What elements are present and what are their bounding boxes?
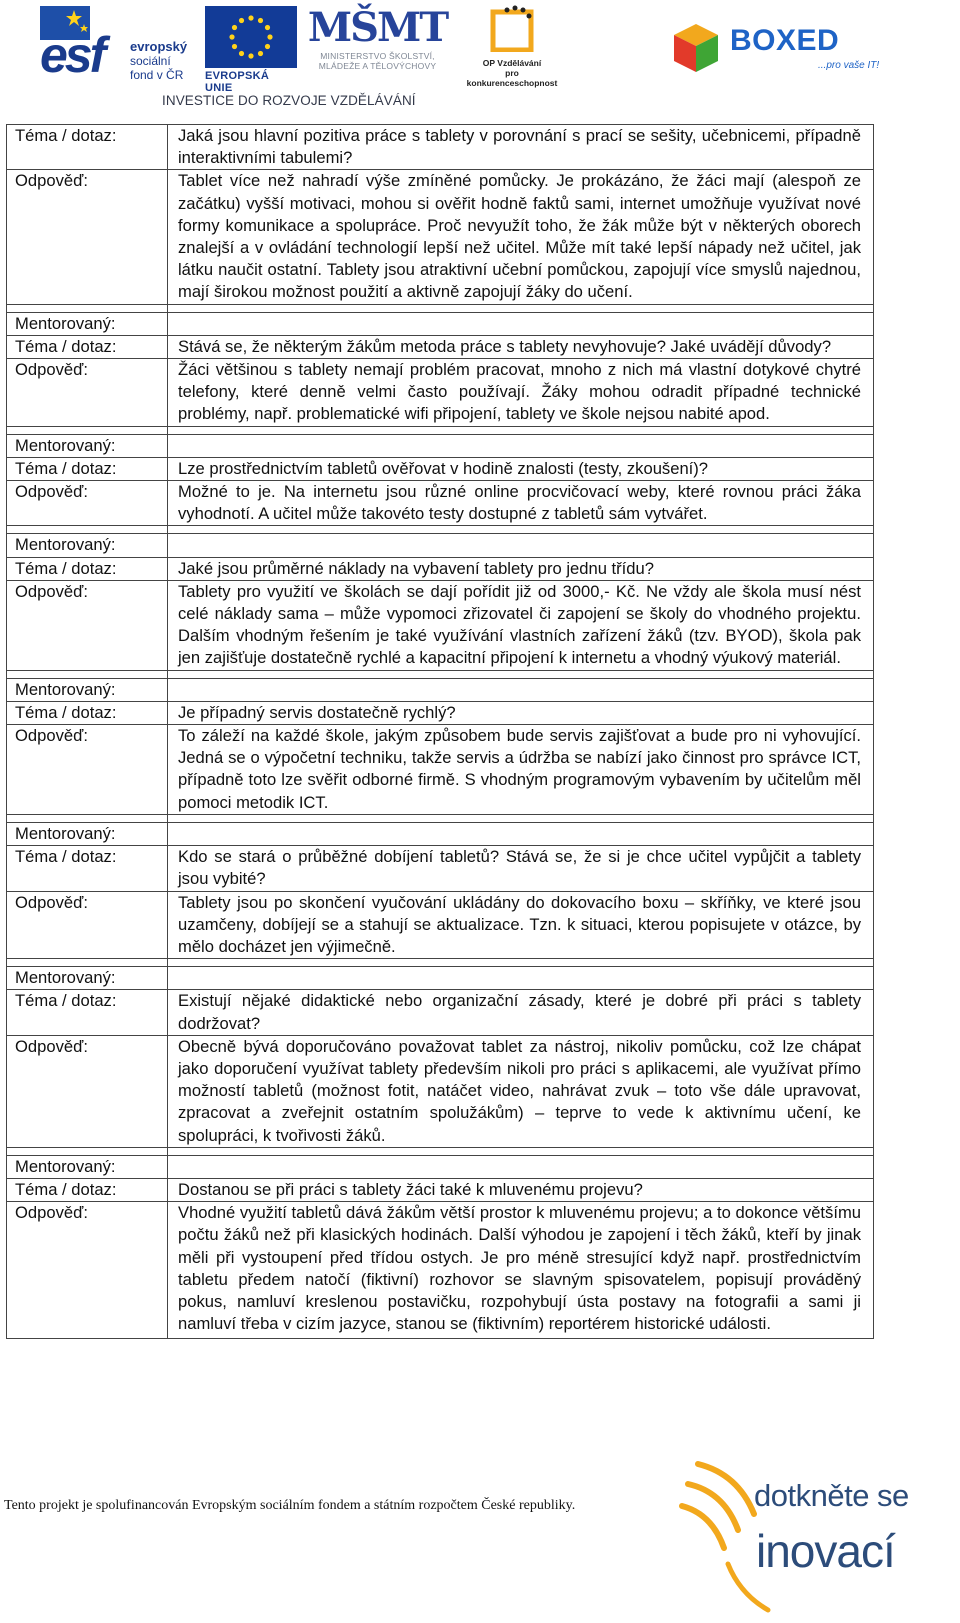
separator-cell: [7, 426, 168, 434]
separator-cell: [168, 1147, 874, 1155]
answer-text: Vhodné využití tabletů dává žákům větší prostor k mluvenému projevu; a to dokonce většímu počtu žáků než při klasických hodinách. Další výhodou je zapojení i těch žáků, kteří by jinak měli při vystoupení před třídou ostych. Je pro méně stresující když např. prostřednictvím tabletu předem natočí (fiktivní) rozhovor se slavným spisovatelem, popisují prováděný pokus, namluví kreslenou postavičku, rozpohybují ústa postavy na fotografii a sami ji namluví třeba v cizím jazyce, stanou se (fiktivním) reportérem historické události.: [168, 1202, 874, 1339]
eu-flag-icon: [205, 6, 297, 68]
dotknete-line-1: dotkněte se: [754, 1478, 909, 1513]
separator-row: [7, 526, 874, 534]
mentor-row: [7, 312, 874, 335]
separator-cell: [7, 670, 168, 678]
mentor-label: Mentorovaný:: [7, 678, 168, 701]
mentor-value: [168, 678, 874, 701]
mentor-row: [7, 534, 874, 557]
mentor-label: Mentorovaný:: [7, 534, 168, 557]
msmt-logo: [300, 4, 455, 84]
boxed-name: BOXED: [730, 24, 840, 57]
answer-text: Tablety pro využití ve školách se dají pořídit již od 3000,- Kč. Ne vždy ale škola musí nést celé náklady sama – může vypomoci zřizovatel či zapojení se školy do vhodného projektu. Dalším vhodným řešením je také využívání vlastních zařízení žáků (tzv. BYOD), škola pak jen zajišťuje dostatečně rychlé a kapacitní připojení k internetu a vhodný výukový materiál.: [168, 580, 874, 670]
mentor-label: Mentorovaný:: [7, 312, 168, 335]
separator-cell: [7, 304, 168, 312]
esf-line-1: evropský: [130, 39, 188, 54]
topic-row: [7, 125, 874, 170]
topic-row: [7, 1178, 874, 1201]
answer-row: [7, 1035, 874, 1147]
separator-row: [7, 426, 874, 434]
mentor-value: [168, 312, 874, 335]
esf-mark: esf: [40, 27, 104, 83]
mentor-value: [168, 434, 874, 457]
mentor-value: [168, 967, 874, 990]
mentor-label: Mentorovaný:: [7, 434, 168, 457]
topic-row: [7, 990, 874, 1035]
eu-label: EVROPSKÁ UNIE: [205, 70, 270, 94]
topic-label: Téma / dotaz:: [7, 701, 168, 724]
separator-row: [7, 1147, 874, 1155]
answer-label: Odpověď:: [7, 359, 168, 427]
separator-cell: [168, 814, 874, 822]
esf-logo: [40, 6, 190, 86]
answer-row: [7, 1202, 874, 1339]
answer-text: Tablety jsou po skončení vyučování ukládány do dokovacího boxu – skříňky, ve které jsou uzamčeny, dobíjejí se a stahují se aktualizace. Tzn. k situaci, kterou popisujete v otázce, by mělo docházet jen výjimečně.: [168, 891, 874, 959]
msmt-mark: MŠMT: [307, 4, 448, 51]
topic-question: Jaké jsou průměrné náklady na vybavení tablety pro jednu třídu?: [168, 557, 874, 580]
topic-question: Stává se, že některým žákům metoda práce s tablety nevyhovuje? Jaké uvádějí důvody?: [168, 335, 874, 358]
mentor-label: Mentorovaný:: [7, 1155, 168, 1178]
boxed-logo: [668, 20, 883, 80]
answer-label: Odpověď:: [7, 891, 168, 959]
separator-cell: [7, 1147, 168, 1155]
qa-table: [6, 124, 874, 1339]
mentor-value: [168, 534, 874, 557]
dotknete-se-inovaci-logo: [668, 1440, 930, 1618]
separator-row: [7, 814, 874, 822]
answer-row: [7, 481, 874, 526]
separator-cell: [168, 670, 874, 678]
topic-question: Je případný servis dostatečně rychlý?: [168, 701, 874, 724]
answer-row: [7, 580, 874, 670]
mentor-row: [7, 434, 874, 457]
answer-row: [7, 170, 874, 304]
msmt-line-1: MINISTERSTVO ŠKOLSTVÍ,: [320, 51, 435, 61]
separator-cell: [168, 426, 874, 434]
topic-question: Dostanou se při práci s tablety žáci také k mluvenému projevu?: [168, 1178, 874, 1201]
esf-line-2: sociální: [130, 54, 171, 68]
msmt-line-2: MLÁDEŽE A TĚLOVÝCHOVY: [318, 61, 437, 71]
topic-label: Téma / dotaz:: [7, 1178, 168, 1201]
answer-text: Žáci většinou s tablety nemají problém pracovat, mnoho z nich má vlastní dotykové chytré telefony, které denně velmi často používají. Žáky mohou odradit případné technické problémy, např. problematické wifi připojení, tablety ve škole nejsou nabité apod.: [168, 359, 874, 427]
mentor-row: [7, 1155, 874, 1178]
separator-row: [7, 670, 874, 678]
topic-label: Téma / dotaz:: [7, 125, 168, 170]
mentor-value: [168, 1155, 874, 1178]
dotknete-line-2: inovací: [756, 1525, 895, 1577]
op-logo: [462, 4, 562, 88]
topic-question: Jaká jsou hlavní pozitiva práce s tablety v porovnání s prací se sešity, učebnicemi, případně interaktivními tabulemi?: [168, 125, 874, 170]
topic-row: [7, 701, 874, 724]
separator-cell: [7, 959, 168, 967]
esf-line-3: fond v ČR: [130, 68, 184, 82]
answer-row: [7, 891, 874, 959]
answer-text: Možné to je. Na internetu jsou různé online procvičovací weby, které rovnou práci žáka vyhodnotí. A učitel může takovéto testy dostupné z tabletů sám vytvářet.: [168, 481, 874, 526]
boxed-cube-icon: [668, 20, 724, 76]
answer-text: Tablet více než nahradí výše zmíněné pomůcky. Je prokázáno, že žáci mají (alespoň ze začátku) vyšší motivaci, mohou si ověřit hodně faktů sami, internet umožňuje využívat nové formy komunikace a spolupráce. Proč nevyužít toho, že žák může být v některých oborech znalejší a v ovládání technologií lepší než učitel. Může mít také lepší nápady než učitel, jak látku naučit ostatní. Tablety jsou atraktivní učební pomůckou, zapojují více smyslů najednou, mají širokou možnost použití a aktivně zapojují žáky do učení.: [168, 170, 874, 304]
answer-label: Odpověď:: [7, 725, 168, 815]
op-vk-icon: [485, 4, 539, 52]
separator-cell: [168, 959, 874, 967]
topic-label: Téma / dotaz:: [7, 990, 168, 1035]
answer-text: Obecně bývá doporučováno považovat tablet za nástroj, nikoliv pomůcku, což lze chápat jako doporučení využívat tablety především nikoli pro práci s aplikacemi, ale využívat přímo možností tabletů (možnost fotit, natáčet video, nahrávat zvuk – toto vše dále upravovat, zpracovat a zveřejnit ostatním spolužákům) – teprve to vede k aktivnímu učení, ke spolupráci, k tvořivosti žáků.: [168, 1035, 874, 1147]
answer-label: Odpověď:: [7, 1202, 168, 1339]
separator-cell: [7, 814, 168, 822]
answer-label: Odpověď:: [7, 580, 168, 670]
funding-note: Tento projekt je spolufinancován Evropským sociálním fondem a státním rozpočtem České republiky.: [4, 1498, 576, 1513]
topic-row: [7, 335, 874, 358]
separator-row: [7, 959, 874, 967]
topic-row: [7, 557, 874, 580]
mentor-value: [168, 822, 874, 845]
separator-row: [7, 304, 874, 312]
answer-label: Odpověď:: [7, 1035, 168, 1147]
op-line-1: OP Vzdělávání: [482, 58, 542, 68]
answer-text: To záleží na každé škole, jakým způsobem bude servis zajišťovat a bude pro ni vyhovující. Jedná se o výpočetní techniku, takže servis a údržba se nabízí jako činnost pro správce ICT, případně toto lze svěřit odborné firmě. S vhodným programovým vybavením by učitelům měl pomoci metodik ICT.: [168, 725, 874, 815]
answer-row: [7, 359, 874, 427]
mentor-label: Mentorovaný:: [7, 967, 168, 990]
logo-header: [0, 0, 960, 118]
separator-cell: [7, 526, 168, 534]
topic-label: Téma / dotaz:: [7, 457, 168, 480]
topic-row: [7, 457, 874, 480]
separator-cell: [168, 526, 874, 534]
topic-row: [7, 846, 874, 891]
boxed-tagline: ...pro vaše IT!: [818, 60, 880, 71]
esf-text: [130, 40, 187, 82]
topic-question: Lze prostřednictvím tabletů ověřovat v hodině znalosti (testy, zkoušení)?: [168, 457, 874, 480]
op-line-2: pro konkurenceschopnost: [466, 68, 558, 88]
topic-question: Existují nějaké didaktické nebo organizační zásady, které je dobré při práci s tablety dodržovat?: [168, 990, 874, 1035]
mentor-row: [7, 967, 874, 990]
answer-label: Odpověď:: [7, 481, 168, 526]
topic-question: Kdo se stará o průběžné dobíjení tabletů? Stává se, že si je chce učitel vypůjčit a tablety jsou vybité?: [168, 846, 874, 891]
answer-row: [7, 725, 874, 815]
topic-label: Téma / dotaz:: [7, 335, 168, 358]
mentor-row: [7, 822, 874, 845]
topic-label: Téma / dotaz:: [7, 557, 168, 580]
topic-label: Téma / dotaz:: [7, 846, 168, 891]
answer-label: Odpověď:: [7, 170, 168, 304]
mentor-row: [7, 678, 874, 701]
investice-banner: INVESTICE DO ROZVOJE VZDĚLÁVÁNÍ: [162, 93, 416, 108]
mentor-label: Mentorovaný:: [7, 822, 168, 845]
separator-cell: [168, 304, 874, 312]
eu-logo: [205, 6, 297, 94]
